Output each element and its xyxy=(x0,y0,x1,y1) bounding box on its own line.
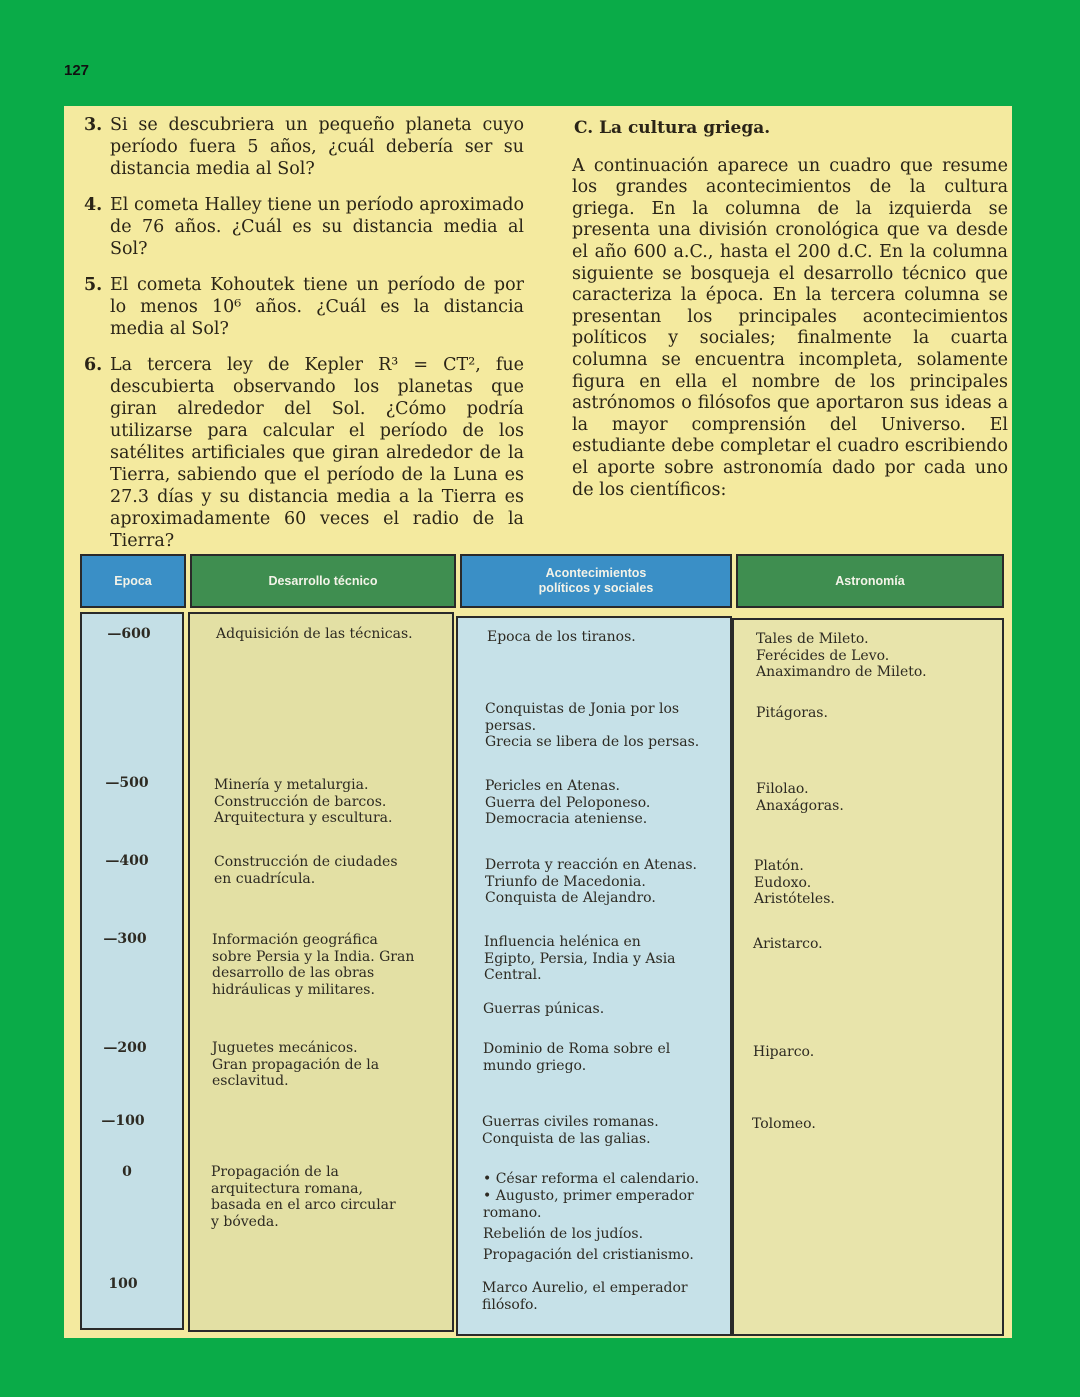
astronomo-entry: Pitágoras. xyxy=(756,705,828,721)
question-6 xyxy=(84,354,524,552)
acontecimiento-entry: Guerras civiles romanas. Conquista de las galias. xyxy=(482,1114,659,1147)
astronomo-entry: Platón. Eudoxo. Aristóteles. xyxy=(754,858,835,907)
acontecimiento-entry: Guerras púnicas. xyxy=(483,1001,605,1017)
bullet-item: • Augusto, primer emperador romano. xyxy=(483,1188,694,1221)
acontecimiento-entry: Influencia helénica en Egipto, Persia, India y Asia Central. xyxy=(484,934,676,983)
desarrollo-entry: Propagación de la arquitectura romana, basada en el arco circular y bóveda. xyxy=(211,1164,396,1230)
era-label: 100 xyxy=(108,1276,138,1292)
header-astronomia: Astronomía xyxy=(736,554,1004,608)
question-text: El cometa Halley tiene un período aproximado de 76 años. ¿Cuál es su distancia media al Sol? xyxy=(110,195,524,259)
question-5 xyxy=(84,274,524,340)
acontecimiento-entry: Propagación del cristianismo. xyxy=(483,1247,694,1263)
section-column xyxy=(572,118,1008,501)
question-text: La tercera ley de Kepler R³ = CT², fue descubierta observando los planetas que giran alrededor del Sol. ¿Cómo podría utilizarse para calcular el período de los satélites artificiales que giran alrededor de la Tierra, sabiendo que el período de la Luna es 27.3 días y su distancia media a la Tierra es aproximadamente 60 veces el radio de la Tierra? xyxy=(110,355,524,551)
era-label: —100 xyxy=(101,1113,145,1129)
desarrollo-entry: Minería y metalurgia. Construcción de barcos. Arquitectura y escultura. xyxy=(214,777,393,826)
page-number: 127 xyxy=(64,62,90,79)
section-intro: A continuación aparece un cuadro que resume los grandes acontecimientos de la cultura griega. En la columna de la izquierda se presenta una división cronológica que va desde el año 600 a.C., hasta el 200 d.C. En la columna siguiente se bosqueja el desarrollo técnico que caracteriza la época. En la tercera columna se presentan los principales acontecimientos políticos y sociales; finalmente la cuarta columna se encuentra incompleta, solamente figura en ella el nombre de los principales astrónomos o filósofos que aportaron sus ideas a la mayor comprensión del Universo. El estudiante debe completar el cuadro escribiendo el aporte sobre astronomía dado por cada uno de los científicos: xyxy=(572,155,1008,500)
desarrollo-entry: Información geográfica sobre Persia y la India. Gran desarrollo de las obras hidráulicas y militares. xyxy=(212,932,415,998)
question-4 xyxy=(84,194,524,260)
question-number: 6. xyxy=(84,355,103,375)
header-acontecimientos: Acontecimientos políticos y sociales xyxy=(460,554,732,608)
astronomo-entry: Aristarco. xyxy=(753,936,823,952)
acontecimiento-entry: Pericles en Atenas. Guerra del Peloponeso. Democracia ateniense. xyxy=(485,778,651,827)
era-label: —400 xyxy=(105,853,149,869)
questions-column xyxy=(84,114,524,566)
section-title: C. La cultura griega. xyxy=(574,118,771,138)
column-astronomia xyxy=(732,618,1004,1336)
bullet-item: • César reforma el calendario. xyxy=(483,1171,700,1187)
acontecimiento-entry: Epoca de los tiranos. xyxy=(487,629,636,645)
desarrollo-entry: Adquisición de las técnicas. xyxy=(216,626,413,642)
textbook-page xyxy=(64,106,1012,1338)
era-label: —300 xyxy=(103,931,147,947)
acontecimiento-entry: Rebelión de los judíos. xyxy=(483,1226,644,1242)
question-number: 5. xyxy=(84,275,103,295)
question-text: Si se descubriera un pequeño planeta cuyo período fuera 5 años, ¿cuál debería ser su distancia media al Sol? xyxy=(110,115,524,179)
era-label: —500 xyxy=(105,775,149,791)
acontecimiento-entry: Derrota y reacción en Atenas. Triunfo de Macedonia. Conquista de Alejandro. xyxy=(485,857,698,906)
acontecimiento-entry: Dominio de Roma sobre el mundo griego. xyxy=(483,1041,671,1074)
astronomo-entry: Tolomeo. xyxy=(752,1116,816,1132)
astronomo-entry: Filolao. Anaxágoras. xyxy=(756,781,844,814)
question-number: 4. xyxy=(84,195,103,215)
era-label: —600 xyxy=(107,626,151,642)
column-epoca xyxy=(80,612,184,1330)
astronomo-entry: Hiparco. xyxy=(753,1044,815,1060)
astronomo-entry: Tales de Mileto. Ferécides de Levo. Anaximandro de Mileto. xyxy=(756,631,927,680)
question-3 xyxy=(84,114,524,180)
greek-culture-table xyxy=(80,554,1004,1336)
desarrollo-entry: Construcción de ciudades en cuadrícula. xyxy=(214,854,398,887)
desarrollo-entry: Juguetes mecánicos. Gran propagación de la esclavitud. xyxy=(212,1040,380,1089)
header-epoca: Epoca xyxy=(80,554,186,608)
question-number: 3. xyxy=(84,115,103,135)
acontecimiento-entry: Conquistas de Jonia por los persas. Grecia se libera de los persas. xyxy=(485,701,700,750)
era-label: —200 xyxy=(103,1040,147,1056)
acontecimiento-entry: Marco Aurelio, el emperador filósofo. xyxy=(482,1280,688,1313)
header-desarrollo: Desarrollo técnico xyxy=(190,554,456,608)
question-text: El cometa Kohoutek tiene un período de por lo menos 10⁶ años. ¿Cuál es la distancia media al Sol? xyxy=(110,275,524,339)
era-label: 0 xyxy=(122,1164,132,1180)
